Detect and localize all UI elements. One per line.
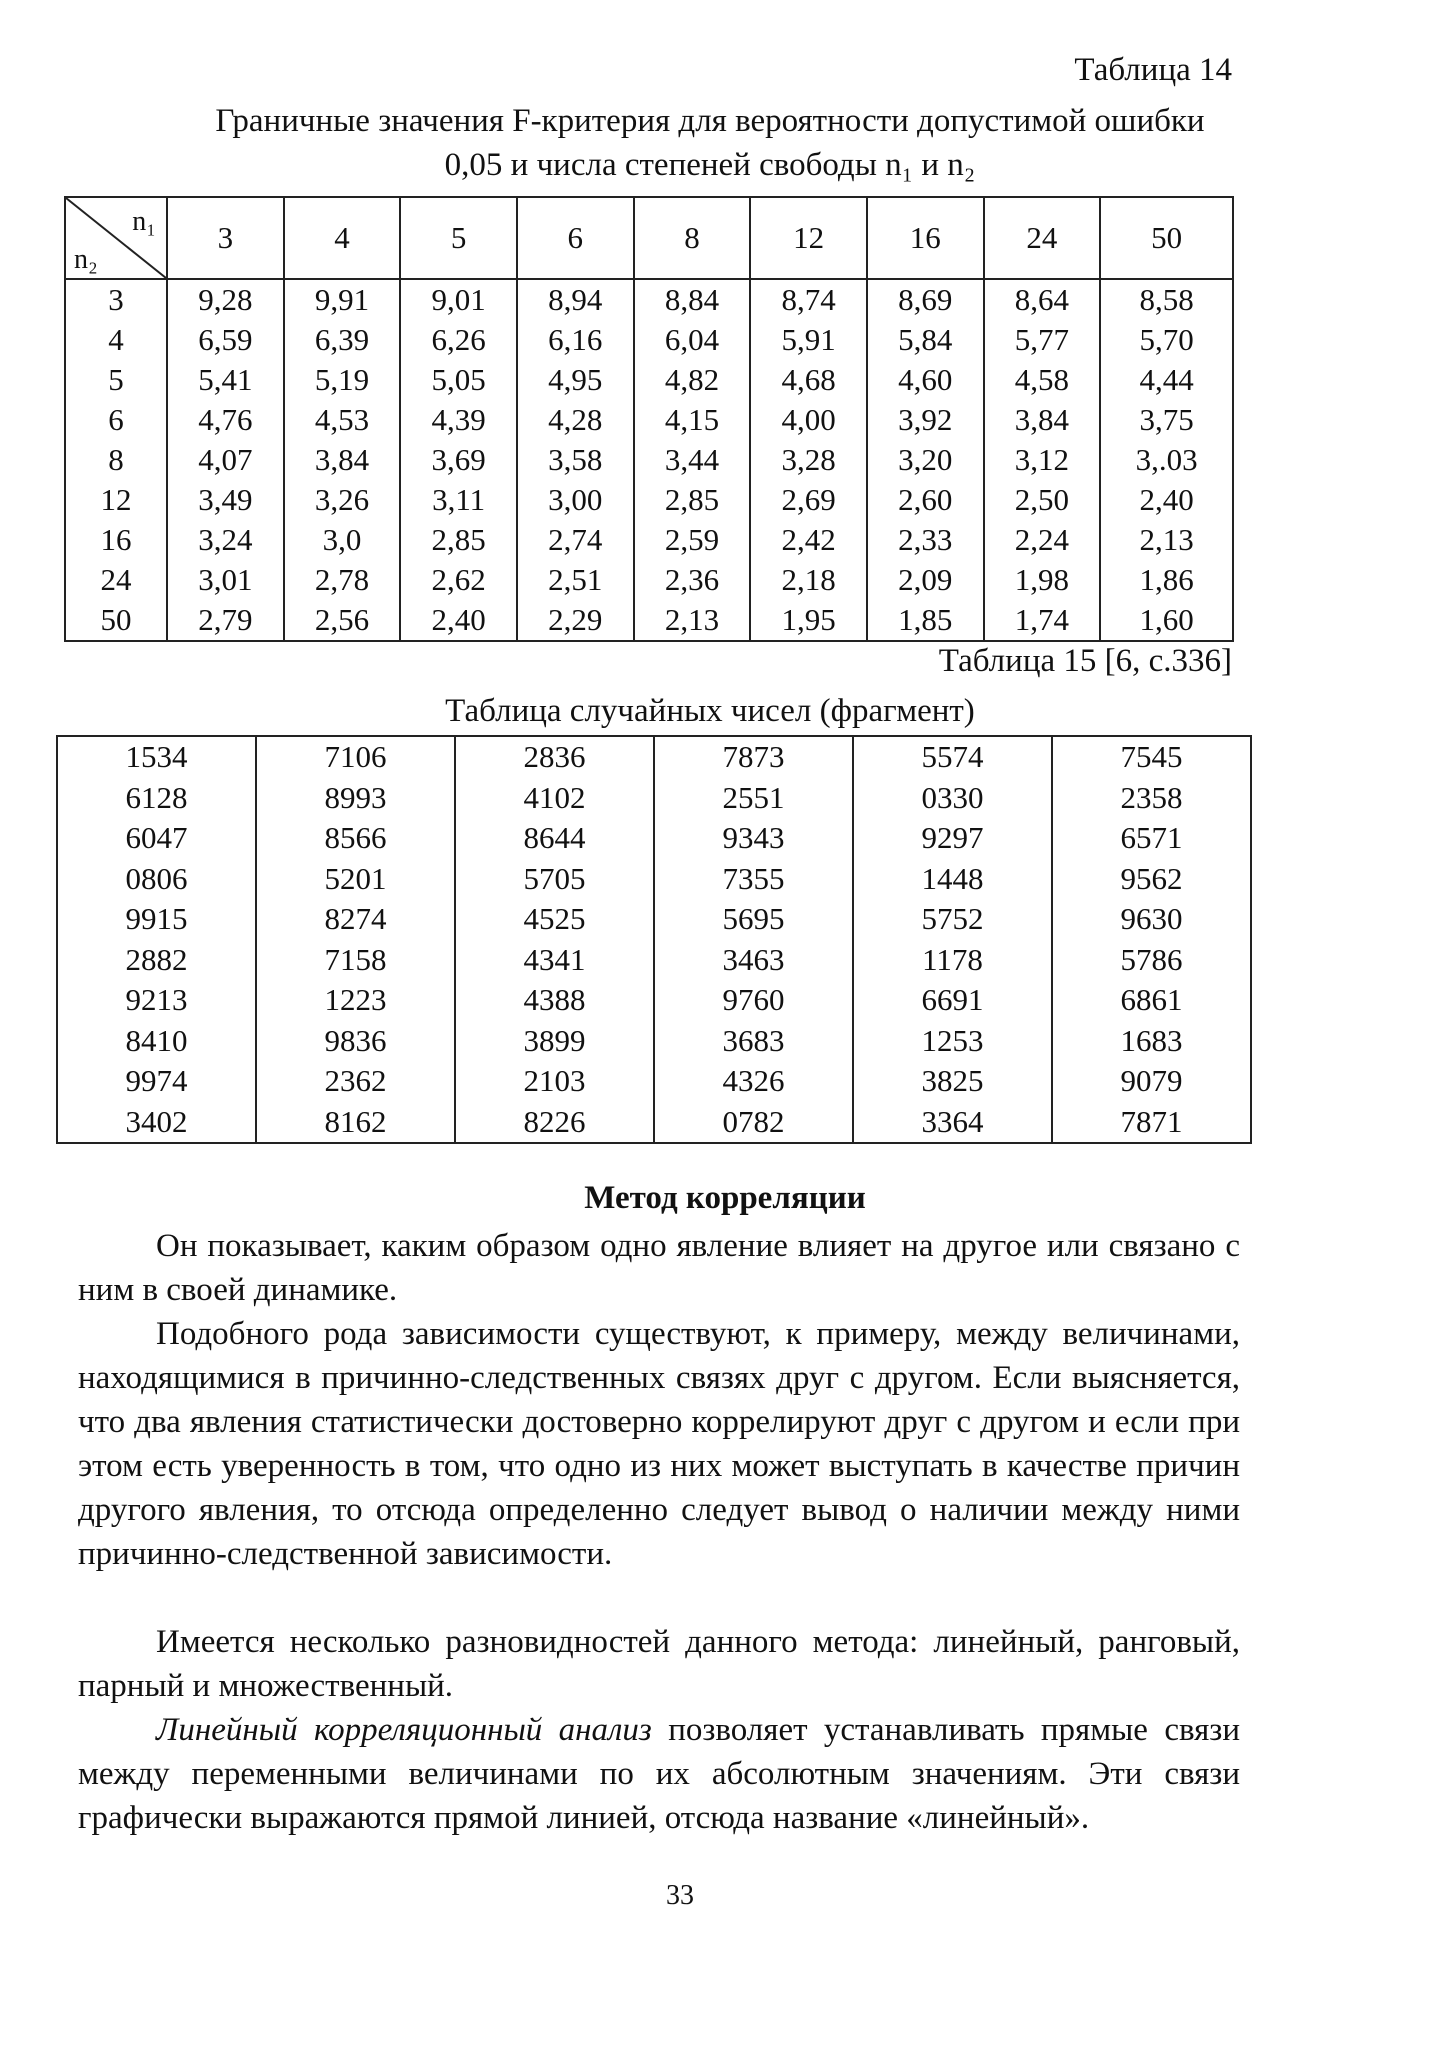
page-number: 33	[666, 1880, 694, 1911]
section-heading: Метод корреляции	[584, 1180, 866, 1216]
table-cell: 3,58	[517, 440, 634, 480]
table-row	[57, 818, 1251, 859]
table15-title: Таблица случайных чисел (фрагмент)	[445, 693, 975, 729]
table15-label: Таблица 15 [6, с.336]	[938, 643, 1232, 679]
table-cell: 3,20	[867, 440, 984, 480]
table-cell: 3,84	[284, 440, 401, 480]
table-cell: 9836	[256, 1021, 455, 1062]
table-cell: 3,44	[634, 440, 751, 480]
table-cell: 2,13	[1100, 520, 1233, 560]
table-row	[65, 440, 1233, 480]
table-cell: 3,00	[517, 480, 634, 520]
paragraph-4-italic: Линейный корреляционный анализ	[156, 1712, 652, 1748]
table-cell: 9,91	[284, 279, 401, 320]
table-cell: 9079	[1052, 1061, 1251, 1102]
table-cell: 2358	[1052, 778, 1251, 819]
table-cell: 5,41	[167, 360, 284, 400]
table-cell: 9760	[654, 980, 853, 1021]
table-cell: 4,95	[517, 360, 634, 400]
table-cell: 4102	[455, 778, 654, 819]
table-cell: 1253	[853, 1021, 1052, 1062]
table-cell: 2,13	[634, 600, 751, 641]
table-cell: 9213	[57, 980, 256, 1021]
table-cell: 1,85	[867, 600, 984, 641]
table-cell: 7355	[654, 859, 853, 900]
table-cell: 5,77	[984, 320, 1101, 360]
table-cell: 5786	[1052, 940, 1251, 981]
table-cell: 9297	[853, 818, 1052, 859]
table-cell: 2,60	[867, 480, 984, 520]
table-row	[65, 320, 1233, 360]
table-cell: 9,01	[400, 279, 517, 320]
table-cell: 9974	[57, 1061, 256, 1102]
table-cell: 6,16	[517, 320, 634, 360]
table-row	[57, 859, 1251, 900]
table-cell: 5574	[853, 736, 1052, 778]
table-cell: 1683	[1052, 1021, 1251, 1062]
table-cell: 2,85	[634, 480, 751, 520]
table-cell: 8,94	[517, 279, 634, 320]
table-cell: 7871	[1052, 1102, 1251, 1144]
table-cell: 4,15	[634, 400, 751, 440]
column-header-n1: 24	[984, 197, 1101, 279]
table-row	[57, 899, 1251, 940]
paragraph-1: Он показывает, каким образом одно явление влияет на другое или связано с ним в своей динамике.	[78, 1228, 1240, 1308]
table-cell: 4,07	[167, 440, 284, 480]
column-header-n1: 8	[634, 197, 751, 279]
table-cell: 1178	[853, 940, 1052, 981]
table-cell: 4388	[455, 980, 654, 1021]
table-cell: 0806	[57, 859, 256, 900]
table-cell: 4,53	[284, 400, 401, 440]
table-cell: 3,.03	[1100, 440, 1233, 480]
table-cell: 3,84	[984, 400, 1101, 440]
table-cell: 5752	[853, 899, 1052, 940]
table-cell: 5201	[256, 859, 455, 900]
table-cell: 3825	[853, 1061, 1052, 1102]
table-cell: 8993	[256, 778, 455, 819]
table-cell: 1,98	[984, 560, 1101, 600]
table-cell: 2,24	[984, 520, 1101, 560]
table-row	[65, 600, 1233, 641]
table-cell: 2,42	[750, 520, 867, 560]
table-row	[65, 360, 1233, 400]
table-cell: 2836	[455, 736, 654, 778]
table-row	[57, 736, 1251, 778]
table-cell: 8,74	[750, 279, 867, 320]
table-cell: 4,68	[750, 360, 867, 400]
table-cell: 1,95	[750, 600, 867, 641]
table-cell: 3899	[455, 1021, 654, 1062]
table-row	[65, 480, 1233, 520]
table-cell: 3,69	[400, 440, 517, 480]
table-cell: 8,64	[984, 279, 1101, 320]
table-cell: 5695	[654, 899, 853, 940]
table-cell: 2,59	[634, 520, 751, 560]
table-cell: 4,58	[984, 360, 1101, 400]
corner-n1-label: n₁	[132, 206, 156, 237]
table-cell: 7545	[1052, 736, 1251, 778]
table-cell: 2882	[57, 940, 256, 981]
table-cell: 1,86	[1100, 560, 1233, 600]
row-header-n2: 5	[65, 360, 167, 400]
table-cell: 8644	[455, 818, 654, 859]
table-row	[65, 560, 1233, 600]
table-cell: 4326	[654, 1061, 853, 1102]
table-cell: 2,33	[867, 520, 984, 560]
table-cell: 3,0	[284, 520, 401, 560]
row-header-n2: 12	[65, 480, 167, 520]
table-cell: 0330	[853, 778, 1052, 819]
table-cell: 2,40	[1100, 480, 1233, 520]
column-header-n1: 4	[284, 197, 401, 279]
table14-label: Таблица 14	[1074, 52, 1232, 88]
table-cell: 8566	[256, 818, 455, 859]
table-cell: 3,26	[284, 480, 401, 520]
table-cell: 4,28	[517, 400, 634, 440]
table-cell: 2,62	[400, 560, 517, 600]
table-cell: 8,69	[867, 279, 984, 320]
f-criterion-table	[64, 196, 1234, 642]
table-cell: 2,18	[750, 560, 867, 600]
table-cell: 8226	[455, 1102, 654, 1144]
table-cell: 9562	[1052, 859, 1251, 900]
row-header-n2: 16	[65, 520, 167, 560]
table-cell: 3,92	[867, 400, 984, 440]
table-row	[57, 778, 1251, 819]
column-header-n1: 16	[867, 197, 984, 279]
table-cell: 3,11	[400, 480, 517, 520]
table-cell: 8162	[256, 1102, 455, 1144]
table-cell: 7158	[256, 940, 455, 981]
table-cell: 2,56	[284, 600, 401, 641]
table-cell: 2103	[455, 1061, 654, 1102]
table-row	[57, 980, 1251, 1021]
table-cell: 8,84	[634, 279, 751, 320]
table-cell: 3,49	[167, 480, 284, 520]
table-cell: 3,75	[1100, 400, 1233, 440]
paragraph-4-rest: позволяет устанавливать прямые связи между переменными величинами по их абсолютным значениям. Эти связи графически выражаются прямой линией, отсюда название «линейный».	[78, 1712, 1240, 1836]
table-row	[65, 279, 1233, 320]
table-cell: 5,91	[750, 320, 867, 360]
table-cell: 0782	[654, 1102, 853, 1144]
table-cell: 3,28	[750, 440, 867, 480]
row-header-n2: 6	[65, 400, 167, 440]
table-cell: 1448	[853, 859, 1052, 900]
table-cell: 2,79	[167, 600, 284, 641]
table-row	[57, 1102, 1251, 1144]
table-cell: 6691	[853, 980, 1052, 1021]
column-header-n1: 5	[400, 197, 517, 279]
table-cell: 2,78	[284, 560, 401, 600]
table-cell: 6,39	[284, 320, 401, 360]
table-row	[57, 940, 1251, 981]
table-cell: 2,29	[517, 600, 634, 641]
f-table-body	[65, 279, 1233, 641]
f-table-header-row	[65, 197, 1233, 279]
random-numbers-table	[56, 735, 1252, 1144]
table-cell: 4,44	[1100, 360, 1233, 400]
table-cell: 2,50	[984, 480, 1101, 520]
table-cell: 4341	[455, 940, 654, 981]
table-cell: 7873	[654, 736, 853, 778]
table-row	[65, 520, 1233, 560]
table-cell: 2551	[654, 778, 853, 819]
table-cell: 8,58	[1100, 279, 1233, 320]
table-cell: 2,36	[634, 560, 751, 600]
table-row	[65, 400, 1233, 440]
table-cell: 3683	[654, 1021, 853, 1062]
table-cell: 8274	[256, 899, 455, 940]
paragraph-2: Подобного рода зависимости существуют, к примеру, между величинами, находящимися в причинно-следственных связях друг с другом. Если выясняется, что два явления статистически достоверно коррелируют друг с другом и если при этом есть уверенность в том, что одно из них может выступать в качестве причин другого явления, то отсюда определенно следует вывод о наличии между ними причинно-следственной зависимости.	[78, 1316, 1240, 1572]
table-cell: 2,40	[400, 600, 517, 641]
table-cell: 4,00	[750, 400, 867, 440]
table14-title-line1: Граничные значения F-критерия для вероятности допустимой ошибки	[215, 103, 1205, 139]
table-cell: 4,39	[400, 400, 517, 440]
row-header-n2: 4	[65, 320, 167, 360]
table-cell: 1223	[256, 980, 455, 1021]
table-cell: 4525	[455, 899, 654, 940]
table-cell: 1534	[57, 736, 256, 778]
table-cell: 1,60	[1100, 600, 1233, 641]
column-header-n1: 3	[167, 197, 284, 279]
column-header-n1: 12	[750, 197, 867, 279]
table-cell: 3364	[853, 1102, 1052, 1144]
table-cell: 7106	[256, 736, 455, 778]
table-cell: 5,84	[867, 320, 984, 360]
table-cell: 2,69	[750, 480, 867, 520]
table-cell: 5705	[455, 859, 654, 900]
table-cell: 8410	[57, 1021, 256, 1062]
table-cell: 4,60	[867, 360, 984, 400]
table-cell: 6861	[1052, 980, 1251, 1021]
table14-title-line2: 0,05 и числа степеней свободы n₁ и n₂	[444, 147, 976, 183]
row-header-n2: 24	[65, 560, 167, 600]
row-header-n2: 8	[65, 440, 167, 480]
random-table-body	[57, 736, 1251, 1143]
table-cell: 6128	[57, 778, 256, 819]
table-cell: 6,59	[167, 320, 284, 360]
table-cell: 6571	[1052, 818, 1251, 859]
table-cell: 3402	[57, 1102, 256, 1144]
table-cell: 5,70	[1100, 320, 1233, 360]
paragraph-4	[78, 1708, 1240, 1840]
table-cell: 3463	[654, 940, 853, 981]
table-cell: 5,05	[400, 360, 517, 400]
corner-cell	[65, 197, 167, 279]
column-header-n1: 50	[1100, 197, 1233, 279]
table-cell: 3,24	[167, 520, 284, 560]
table-cell: 1,74	[984, 600, 1101, 641]
table-cell: 6,26	[400, 320, 517, 360]
column-header-n1: 6	[517, 197, 634, 279]
table-cell: 2,85	[400, 520, 517, 560]
table-cell: 2,09	[867, 560, 984, 600]
table-cell: 9343	[654, 818, 853, 859]
table-cell: 9,28	[167, 279, 284, 320]
table-cell: 4,76	[167, 400, 284, 440]
table-cell: 3,12	[984, 440, 1101, 480]
table-row	[57, 1021, 1251, 1062]
table-cell: 6047	[57, 818, 256, 859]
table-cell: 9915	[57, 899, 256, 940]
table-cell: 2,51	[517, 560, 634, 600]
row-header-n2: 50	[65, 600, 167, 641]
table-cell: 2362	[256, 1061, 455, 1102]
table-row	[57, 1061, 1251, 1102]
table-cell: 3,01	[167, 560, 284, 600]
table-cell: 5,19	[284, 360, 401, 400]
row-header-n2: 3	[65, 279, 167, 320]
table-cell: 9630	[1052, 899, 1251, 940]
corner-n2-label: n₂	[74, 244, 98, 275]
table-cell: 2,74	[517, 520, 634, 560]
table-cell: 6,04	[634, 320, 751, 360]
table-cell: 4,82	[634, 360, 751, 400]
paragraph-3: Имеется несколько разновидностей данного метода: линейный, ранговый, парный и множественный.	[78, 1624, 1240, 1704]
